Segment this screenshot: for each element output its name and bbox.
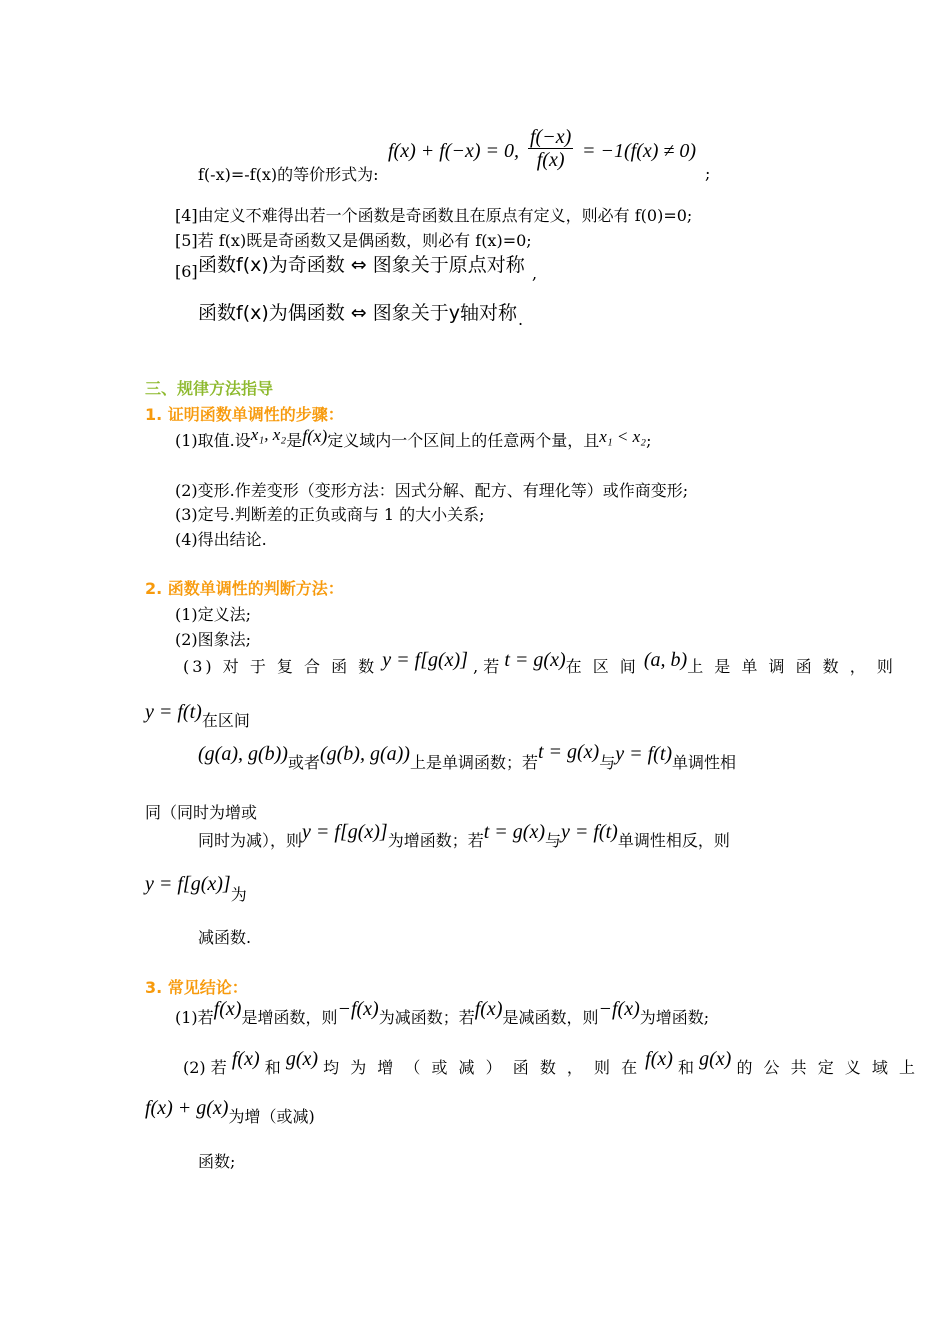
heading-monotonic-methods: 2. 函数单调性的判断方法： <box>145 579 344 598</box>
method-1: (1)定义法; <box>175 605 252 624</box>
formula-semicolon: ; <box>705 164 711 183</box>
property-6-even-statement: 函数f(x)为偶函数 ⇔ 图象关于y轴对称 <box>198 302 518 324</box>
method-3-line-7: 减函数. <box>198 928 252 947</box>
step-3: (3)定号.判断差的正负或商与 1 的大小关系; <box>175 505 485 524</box>
method-3-line-3: (g(a), g(b))或者(g(b), g(a))上是单调函数；若t = g(x)与y = f(t)单调性相 <box>198 741 737 772</box>
formula-odd-equiv-fraction: $\frac{f(-x)}{f(x)}$ <box>530 126 572 171</box>
heading-monotonic-proof-steps: 1. 证明函数单调性的步骤： <box>145 405 344 424</box>
conclusion-1: (1)若f(x)是增函数，则−f(x)为减函数；若f(x)是减函数，则−f(x)为增函数; <box>175 998 710 1027</box>
method-3-line-1: (3) 对 于 复 合 函 数 y = f[g(x)] , 若 t = g(x)在 区 间 (a, b)上 是 单 调 函 数 ， 则 <box>183 649 896 676</box>
property-6-period: . <box>518 310 524 329</box>
property-6-odd-statement: 函数f(x)为奇函数 ⇔ 图象关于原点对称 <box>198 254 525 276</box>
method-3-line-4: 同（同时为增或 <box>145 803 258 822</box>
equiv-form-label: f(-x)=-f(x)的等价形式为: <box>198 165 379 184</box>
formula-odd-equiv-left: f(x) + f(−x) = 0, <box>388 140 519 162</box>
section-title: 三、规律方法指导 <box>145 379 274 398</box>
property-6-label: [6] <box>175 262 198 281</box>
conclusion-2-line-3: 函数; <box>198 1152 236 1171</box>
method-3-line-6: y = f[g(x)]为 <box>145 873 247 904</box>
heading-common-conclusions: 3. 常见结论： <box>145 978 248 997</box>
property-6-comma: , <box>532 264 538 283</box>
step-4: (4)得出结论. <box>175 530 267 549</box>
method-2: (2)图象法; <box>175 630 252 649</box>
method-3-line-2: y = f(t)在区间 <box>145 701 250 730</box>
property-4: [4]由定义不难得出若一个函数是奇函数且在原点有定义，则必有 f(0)=0; <box>175 206 693 225</box>
formula-odd-equiv-right: = −1(f(x) ≠ 0) <box>582 140 697 162</box>
conclusion-2-line-2: f(x) + g(x)为增（或减) <box>145 1097 315 1126</box>
method-3-line-5: 同时为减），则y = f[g(x)]为增函数；若t = g(x)与y = f(t)单调性相反，则 <box>198 821 730 850</box>
property-5: [5]若 f(x)既是奇函数又是偶函数，则必有 f(x)=0; <box>175 231 532 250</box>
step-2: (2)变形.作差变形（变形方法：因式分解、配方、有理化等）或作商变形; <box>175 481 689 500</box>
step-1: (1)取值.设x₁, x₂是f(x)定义域内一个区间上的任意两个量，且x₁ < x₂; <box>175 425 652 450</box>
conclusion-2-line-1: (2) 若 f(x) 和 g(x) 均 为 增 （ 或 减 ） 函 数 ， 则 在 f(x) 和 g(x) 的 公 共 定 义 域 上 <box>183 1048 918 1077</box>
